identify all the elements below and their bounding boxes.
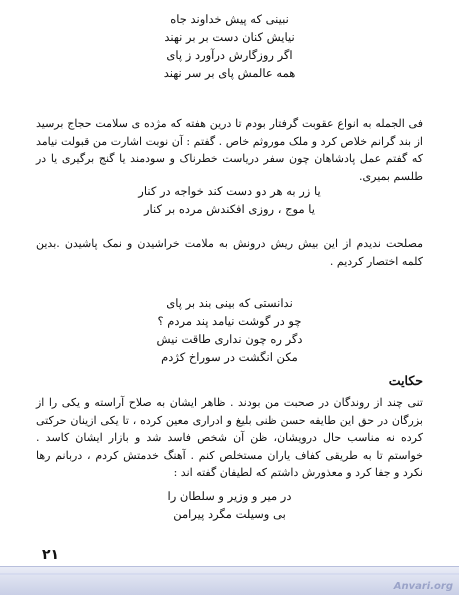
section-heading: حکایت xyxy=(388,373,423,388)
page-number: ۲۱ xyxy=(42,547,60,563)
verse-line: در میر و وزیر و سلطان را xyxy=(167,489,292,503)
verse-line: نبینی که پیش خداوند جاه xyxy=(170,12,289,26)
verse-block-3 xyxy=(0,294,459,366)
verse-block-1 xyxy=(0,10,459,82)
verse-line: یا موج ، روزی افکندش مرده بر کنار xyxy=(144,202,315,216)
site-watermark: Anvari.org xyxy=(393,581,453,592)
verse-block-2 xyxy=(0,182,459,218)
paragraph-1: فی الجمله به انواع عقوبت گرفتار بودم تا درین هفته که مژده ی سلامت حجاج برسید از بند گرانم خلاص کرد و ملک موروثم خاص . گفتم : آن نوبت اشارت من قبولت نیامد که گفتم عمل پادشاهان چون سفر دریاست خطرناک و سودمند یا گنج برگیری یا در طلسم بمیری. xyxy=(36,117,423,183)
verse-line: بی وسیلت مگرد پیرامن xyxy=(173,507,286,521)
verse-line: همه عالمش پای بر سر نهند xyxy=(163,66,296,80)
verse-line: ندانستی که بینی بند بر پای xyxy=(166,296,293,310)
paragraph-2: مصلحت ندیدم از این بیش ریش درونش به ملامت خراشیدن و نمک پاشیدن .بدین کلمه اختصار کردیم . xyxy=(36,237,423,268)
footer-band xyxy=(0,566,459,595)
verse-line: دگر ره چون نداری طاقت نیش xyxy=(156,332,303,346)
verse-line: مکن انگشت در سوراخ کژدم xyxy=(161,350,298,364)
footer-divider xyxy=(0,573,459,575)
verse-line: نیایش کنان دست بر بر نهند xyxy=(164,30,295,44)
paragraph-3: تنی چند از روندگان در صحبت من بودند . ظاهر ایشان به صلاح آراسته و یکی را از بزرگان در حق این طایفه حسن ظنی بلیغ و ادراری معین کرده ، تا یکی ازینان حرکتی کرده نه مناسب حال درویشان، ظن آن شخص فاسد شد و بازار ایشان کاسد . خواستم تا به طریقی کفاف یاران مستخلص کنم . آهنگ خدمتش کردم ، دربانم رها نکرد و جفا کرد و معذورش داشتم که لطیفان گفته اند : xyxy=(36,396,423,479)
verse-line: چو در گوشت نیامد پند مردم ؟ xyxy=(157,314,302,328)
verse-line: اگر روزگارش درآورد ز پای xyxy=(166,48,293,62)
verse-block-4 xyxy=(0,487,459,523)
verse-line: یا زر به هر دو دست کند خواجه در کنار xyxy=(138,184,321,198)
